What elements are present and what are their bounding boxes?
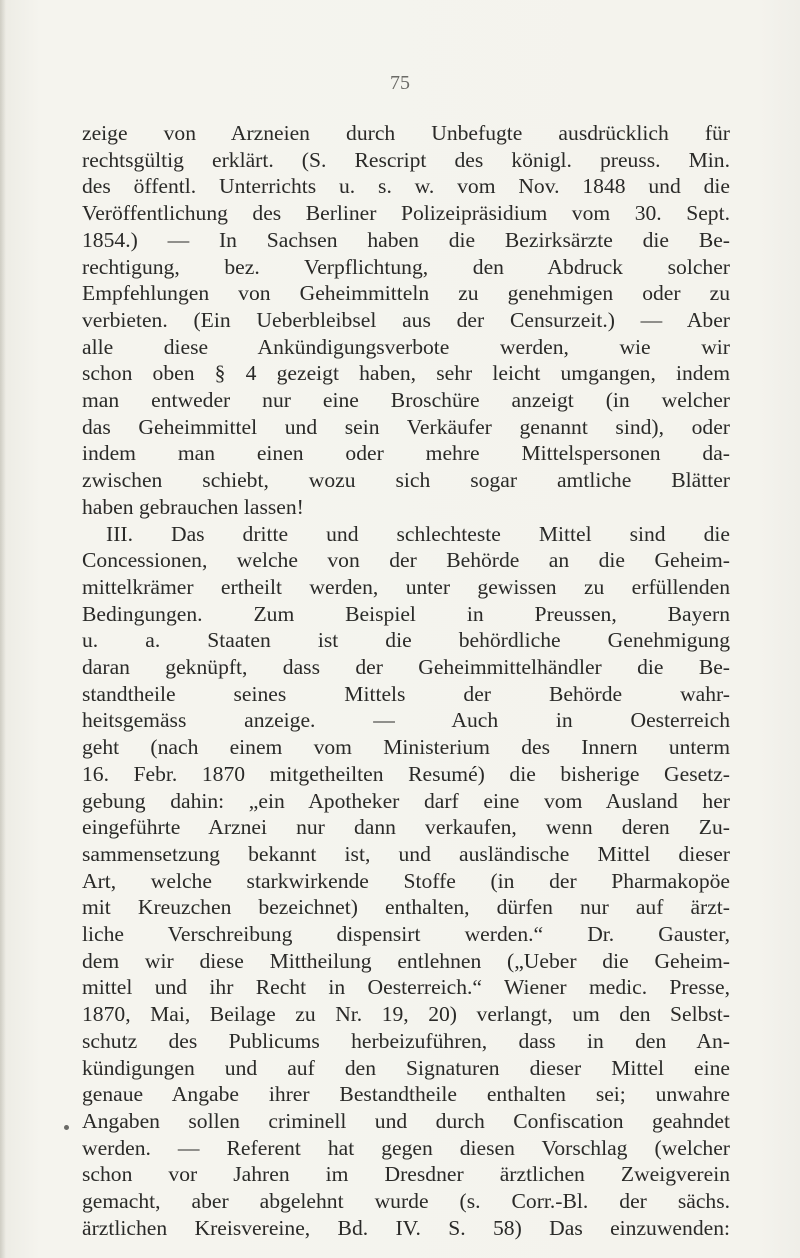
text-line: 1854.) — In Sachsen haben die Bezirksärzte die Be- bbox=[82, 227, 730, 252]
text-line: kündigungen und auf den Signaturen dieser Mittel eine bbox=[82, 1055, 730, 1080]
text-line: u. a. Staaten ist die behördliche Genehmigung bbox=[82, 628, 730, 653]
text-line: rechtsgültig erklärt. (S. Rescript des königl. preuss. Min. bbox=[82, 147, 730, 172]
text-line: man entweder nur eine Broschüre anzeigt (in welcher bbox=[82, 388, 730, 412]
text-line: indem man einen oder mehre Mittelspersonen da- bbox=[82, 441, 730, 466]
text-line: verbieten. (Ein Ueberbleibsel aus der Censurzeit.) — Aber bbox=[82, 307, 730, 332]
text-line: schutz des Publicums herbeizuführen, dass in den An- bbox=[82, 1028, 730, 1053]
text-line: Empfehlungen von Geheimmitteln zu genehmigen oder zu bbox=[82, 281, 730, 306]
text-line: gebung dahin: „ein Apotheker darf eine vom Ausland her bbox=[82, 788, 730, 813]
text-line: zwischen schiebt, wozu sich sogar amtliche Blätter bbox=[82, 468, 730, 493]
text-line: mittel und ihr Recht in Oesterreich.“ Wiener medic. Presse, bbox=[82, 975, 730, 1000]
margin-dot bbox=[64, 1125, 69, 1130]
text-line: alle diese Ankündigungsverbote werden, wie wir bbox=[82, 334, 730, 359]
text-line: mittelkrämer ertheilt werden, unter gewissen zu erfüllenden bbox=[82, 574, 730, 599]
text-line: ärztlichen Kreisvereine, Bd. IV. S. 58) Das einzuwenden: bbox=[82, 1215, 730, 1240]
text-line: dem wir diese Mittheilung entlehnen („Ueber die Geheim- bbox=[82, 948, 730, 973]
text-line: daran geknüpft, dass der Geheimmittelhändler die Be- bbox=[82, 655, 730, 679]
text-line: werden. — Referent hat gegen diesen Vorschlag (welcher bbox=[82, 1135, 730, 1160]
text-line: des öffentl. Unterrichts u. s. w. vom Nov. 1848 und die bbox=[82, 174, 730, 199]
text-line: zeige von Arzneien durch Unbefugte ausdrücklich für bbox=[82, 121, 730, 145]
text-line: Concessionen, welche von der Behörde an die Geheim- bbox=[82, 548, 730, 573]
text-line: Art, welche starkwirkende Stoffe (in der Pharmakopöe bbox=[82, 868, 730, 893]
text-line: gemacht, aber abgelehnt wurde (s. Corr.-Bl. der sächs. bbox=[82, 1189, 730, 1213]
text-line: eingeführte Arznei nur dann verkaufen, wenn deren Zu- bbox=[82, 815, 730, 840]
text-line: mit Kreuzchen bezeichnet) enthalten, dürfen nur auf ärzt- bbox=[82, 895, 730, 920]
text-line: rechtigung, bez. Verpflichtung, den Abdruck solcher bbox=[82, 254, 730, 279]
text-line: das Geheimmittel und sein Verkäufer genannt sind), oder bbox=[82, 414, 730, 439]
text-line: Bedingungen. Zum Beispiel in Preussen, Bayern bbox=[82, 601, 730, 626]
text-line: genaue Angabe ihrer Bestandtheile enthalten sei; unwahre bbox=[82, 1082, 730, 1107]
text-line: schon oben § 4 gezeigt haben, sehr leicht umgangen, indem bbox=[82, 361, 730, 386]
text-line: schon vor Jahren im Dresdner ärztlichen Zweigverein bbox=[82, 1162, 730, 1187]
text-line: III. Das dritte und schlechteste Mittel sind die bbox=[106, 521, 730, 546]
text-line: liche Verschreibung dispensirt werden.“ Dr. Gauster, bbox=[82, 922, 730, 946]
text-line: standtheile seines Mittels der Behörde wahr- bbox=[82, 681, 730, 706]
text-line: Angaben sollen criminell und durch Confiscation geahndet bbox=[82, 1108, 730, 1133]
text-line: geht (nach einem vom Ministerium des Innern unterm bbox=[82, 735, 730, 760]
text-line: 1870, Mai, Beilage zu Nr. 19, 20) verlangt, um den Selbst- bbox=[82, 1002, 730, 1027]
text-line: Veröffentlichung des Berliner Polizeipräsidium vom 30. Sept. bbox=[82, 201, 730, 226]
text-line: 16. Febr. 1870 mitgetheilten Resumé) die bisherige Gesetz- bbox=[82, 761, 730, 786]
page-number: 75 bbox=[390, 72, 410, 94]
binding-shadow bbox=[0, 0, 6, 1258]
text-line: sammensetzung bekannt ist, und ausländische Mittel dieser bbox=[82, 841, 730, 866]
text-line: haben gebrauchen lassen! bbox=[82, 494, 304, 519]
text-line: heitsgemäss anzeige. — Auch in Oesterreich bbox=[82, 708, 730, 733]
